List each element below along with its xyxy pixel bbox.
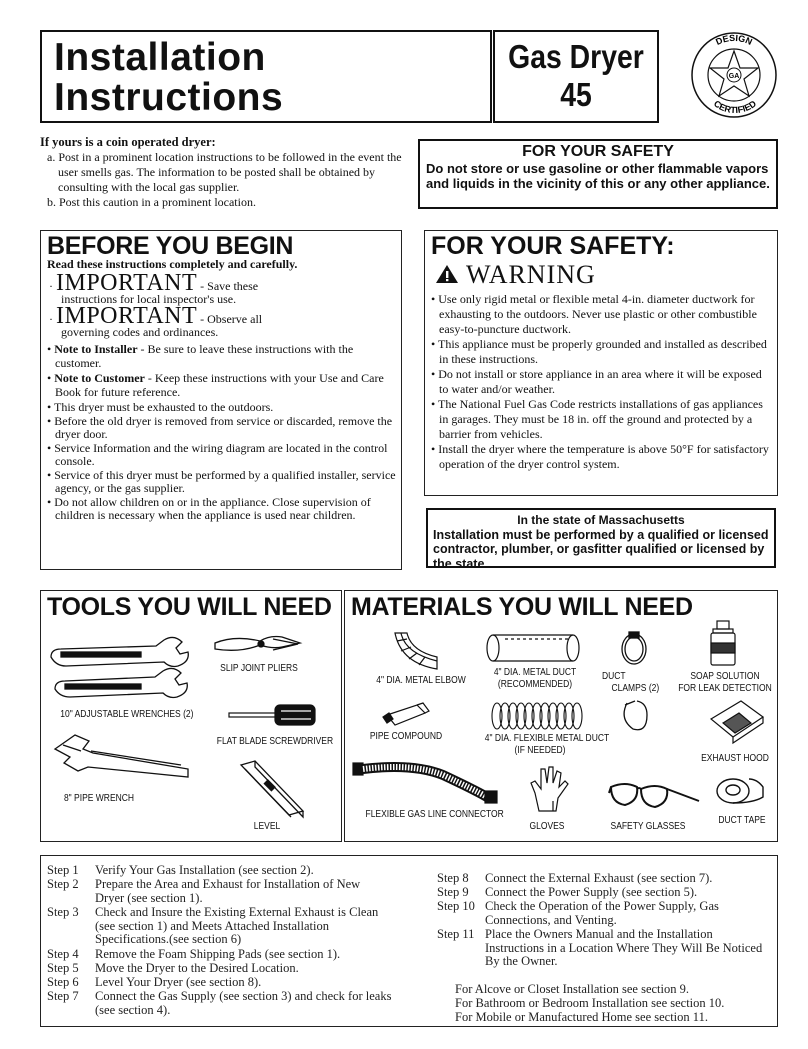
important-2-b: governing codes and ordinances. — [61, 325, 219, 339]
safety-warning: FOR YOUR SAFETY: WARNING • Use only rigid metal or flexible metal 4-in. diameter ductwork for exhausting to the outdoors. Never use plastic or other combustible easy-to-puncture ductwork. • This appliance must be properly grounded and installed as described in these instructions. • Do not install or store appliance in an area where it will be exposed to water and/or weather. • The National Fuel Gas Code restricts installations of gas appliances in garages. They must be 18 in. off the ground and protected by a barrier from vehicles. • Install the dryer where the temperature is above 50°F for satisfactory operation of the dryer control system. — [424, 230, 778, 496]
exhaust-hood-icon — [709, 699, 765, 745]
step-number: Step 8 — [437, 871, 469, 885]
step-text: Prepare the Area and Exhaust for Installation of New Dryer (see section 1). — [95, 877, 361, 905]
step-number: Step 9 — [437, 885, 469, 899]
before-subtitle: Read these instructions completely and carefully. — [47, 257, 298, 271]
important-1-b: instructions for local inspector's use. — [61, 292, 237, 306]
screwdriver-label: FLAT BLADE SCREWDRIVER — [216, 736, 334, 747]
design-certified-seal-icon — [690, 28, 778, 122]
metal-elbow-icon — [393, 631, 443, 671]
warning-bullet: The National Fuel Gas Code restricts installations of gas appliances in garages. They must be 18 in. off the ground and protected by a barrier from vehicles. — [437, 397, 763, 441]
gas-line-label: FLEXIBLE GAS LINE CONNECTOR — [365, 809, 504, 820]
before-bullet: Do not allow children on or in the appliance. Close supervision of children is necessary when the appliance is used near children. — [54, 494, 371, 522]
step-text: Connect the Power Supply (see section 5). — [485, 885, 698, 899]
step-text: Check the Operation of the Power Supply, Gas Connections, and Venting. — [485, 899, 719, 927]
soap-bottle-icon — [707, 619, 739, 669]
warning-label: WARNING — [466, 260, 596, 289]
warning-bullet: Do not install or store appliance in an area where it will be exposed to water and/or weather. — [438, 367, 762, 396]
duct-label-2: (RECOMMENDED) — [497, 679, 573, 690]
coin-item-b: b. Post this caution in a prominent location. — [47, 195, 256, 209]
step-number: Step 3 — [47, 905, 79, 919]
title-line-1: Installation — [54, 36, 266, 79]
step-text: Check and Insure the Existing External Exhaust is Clean (see section 1) and Meets Attached Installation Specifications.(see section 6) — [95, 905, 379, 946]
level-icon — [237, 759, 307, 829]
step-number: Step 10 — [437, 899, 475, 913]
step-text: Connect the External Exhaust (see section 7). — [485, 871, 713, 885]
clamps-label-1: DUCT — [602, 671, 626, 682]
model-number: 45 — [560, 76, 592, 113]
mass-body: Installation must be performed by a qualified or licensed contractor, plumber, or gasfitter qualified or licensed by the state. — [433, 527, 769, 571]
important-1-a: Save these — [207, 279, 259, 293]
pipe-compound-icon — [381, 703, 431, 729]
massachusetts-notice — [426, 508, 776, 571]
gloves-icon — [529, 765, 573, 813]
warning-triangle-icon — [435, 264, 459, 284]
tape-label: DUCT TAPE — [718, 815, 766, 826]
coin-operated-notice — [40, 135, 405, 210]
soap-label-1: SOAP SOLUTION — [690, 671, 760, 682]
installer-label: Note to Installer — [54, 342, 138, 356]
cert-center: GA — [728, 73, 740, 80]
duct-clamp-icon — [619, 631, 649, 667]
before-bullet: Service of this dryer must be performed by a qualified installer, service agency, or the gas supplier. — [54, 467, 396, 495]
metal-duct-icon — [485, 633, 581, 663]
glasses-label: SAFETY GLASSES — [610, 821, 686, 832]
steps-note: For Bathroom or Bedroom Installation see section 10. — [455, 996, 725, 1010]
gloves-label: GLOVES — [529, 821, 565, 832]
duct-tape-icon — [715, 773, 765, 809]
step-number: Step 5 — [47, 961, 79, 975]
mass-title: In the state of Massachusetts — [517, 513, 685, 527]
product-box — [493, 30, 659, 123]
important-2-a: Observe all — [207, 312, 263, 326]
product-name: Gas Dryer — [508, 38, 644, 75]
step-number: Step 2 — [47, 877, 79, 891]
flex-duct-label-2: (IF NEEDED) — [514, 745, 566, 756]
tools-section — [40, 590, 342, 842]
before-title: BEFORE YOU BEGIN — [47, 232, 294, 260]
installer-text: Be sure to leave these instructions with the customer. — [55, 342, 354, 370]
step-text: Move the Dryer to the Desired Location. — [95, 961, 299, 975]
important-2: IMPORTANT — [56, 303, 198, 329]
soap-label-2: FOR LEAK DETECTION — [678, 683, 772, 694]
cert-bottom-text: CERTIFIED — [711, 98, 759, 116]
materials-section — [344, 590, 778, 842]
title-box — [40, 30, 492, 123]
safety-box-title: FOR YOUR SAFETY — [522, 143, 674, 160]
warning-section-title: FOR YOUR SAFETY: — [431, 232, 675, 260]
materials-title: MATERIALS YOU WILL NEED — [351, 593, 693, 621]
step-number: Step 6 — [47, 975, 79, 989]
step-text: Place the Owners Manual and the Installation Instructions in a Location Where They Will Be Noticed By the Owner. — [485, 927, 763, 968]
step-text: Connect the Gas Supply (see section 3) and check for leaks (see section 4). — [95, 989, 392, 1017]
warning-bullet: Use only rigid metal or flexible metal 4-in. diameter ductwork for exhausting to the outdoors. Never use plastic or other combustible easy-to-puncture ductwork. — [438, 292, 757, 336]
step-number: Step 11 — [437, 927, 475, 941]
level-label: LEVEL — [253, 821, 281, 832]
tools-title: TOOLS YOU WILL NEED — [47, 593, 332, 621]
duct-label-1: 4" DIA. METAL DUCT — [493, 667, 577, 678]
customer-label: Note to Customer — [54, 371, 145, 385]
safety-glasses-icon — [607, 779, 703, 815]
before-bullet: Service Information and the wiring diagram are located in the control console. — [54, 440, 388, 468]
warning-bullet: This appliance must be properly grounded and installed as described in these instructions. — [437, 337, 767, 366]
safety-box-body: Do not store or use gasoline or other flammable vapors and liquids in the vicinity of this or any other appliance. — [426, 161, 770, 191]
installation-steps — [40, 855, 778, 1027]
elbow-label: 4" DIA. METAL ELBOW — [376, 675, 466, 686]
coin-item-a: a. Post in a prominent location instructions to be followed in the event the user smells gas. The information to be posted shall be obtained by consulting with the local gas supplier. — [47, 150, 402, 194]
step-text: Level Your Dryer (see section 8). — [95, 975, 262, 989]
screwdriver-icon — [227, 701, 317, 729]
step-number: Step 7 — [47, 989, 79, 1003]
adjustable-wrench-icon — [47, 627, 197, 707]
cert-top-text: DESIGN — [714, 32, 754, 47]
warning-bullet: Install the dryer where the temperature is above 50°F for satisfactory operation of the dryer control system. — [438, 442, 769, 471]
step-number: Step 4 — [47, 947, 79, 961]
pliers-label: SLIP JOINT PLIERS — [220, 663, 298, 674]
flexible-duct-icon — [491, 701, 587, 731]
flex-duct-label-1: 4" DIA. FLEXIBLE METAL DUCT — [484, 733, 610, 744]
compound-label: PIPE COMPOUND — [369, 731, 443, 742]
title-line-2: Instructions — [54, 76, 284, 119]
step-text: Verify Your Gas Installation (see section 2). — [95, 863, 314, 877]
important-1: IMPORTANT — [56, 270, 198, 296]
wrenches-label: 10" ADJUSTABLE WRENCHES (2) — [60, 709, 194, 720]
before-bullet: Before the old dryer is removed from service or discarded, remove the dryer door. — [54, 413, 393, 441]
hood-label: EXHAUST HOOD — [701, 753, 769, 764]
safety-box — [418, 139, 778, 209]
customer-text: Keep these instructions with your Use and Care Book for future reference. — [55, 371, 384, 399]
duct-clamp-open-icon — [621, 699, 651, 733]
step-number: Step 1 — [47, 863, 79, 877]
gas-line-connector-icon — [351, 759, 501, 807]
coin-heading: If yours is a coin operated dryer: — [40, 135, 216, 149]
pipe-wrench-label: 8" PIPE WRENCH — [63, 793, 135, 804]
before-you-begin: BEFORE YOU BEGIN Read these instructions completely and carefully. · IMPORTANT - Save these instructions for local inspector's use. · IMPORTANT - Observe all governing codes and ordinances. • Note to Installer - Be sure to leave these instructions with the customer. • Note to Customer - Keep these instructions with your Use and Care Book for future reference. • This dryer must be exhausted to the outdoors. • Before the old dryer is removed from service or discarded, remove the dryer door. • Service Information and the wiring diagram are located in the control console. • Service of this dryer must be performed by a qualified installer, service agency, or the gas supplier. • Do not allow children on or in the appliance. Close supervision of children is necessary when the appliance is used near children. — [40, 230, 402, 570]
steps-note: For Alcove or Closet Installation see section 9. — [455, 982, 689, 996]
pliers-icon — [213, 631, 303, 661]
steps-note: For Mobile or Manufactured Home see section 11. — [455, 1010, 708, 1024]
pipe-wrench-icon — [51, 731, 191, 781]
clamps-label-2: CLAMPS (2) — [611, 683, 660, 694]
before-bullet: This dryer must be exhausted to the outdoors. — [53, 400, 274, 414]
step-text: Remove the Foam Shipping Pads (see section 1). — [95, 947, 341, 961]
